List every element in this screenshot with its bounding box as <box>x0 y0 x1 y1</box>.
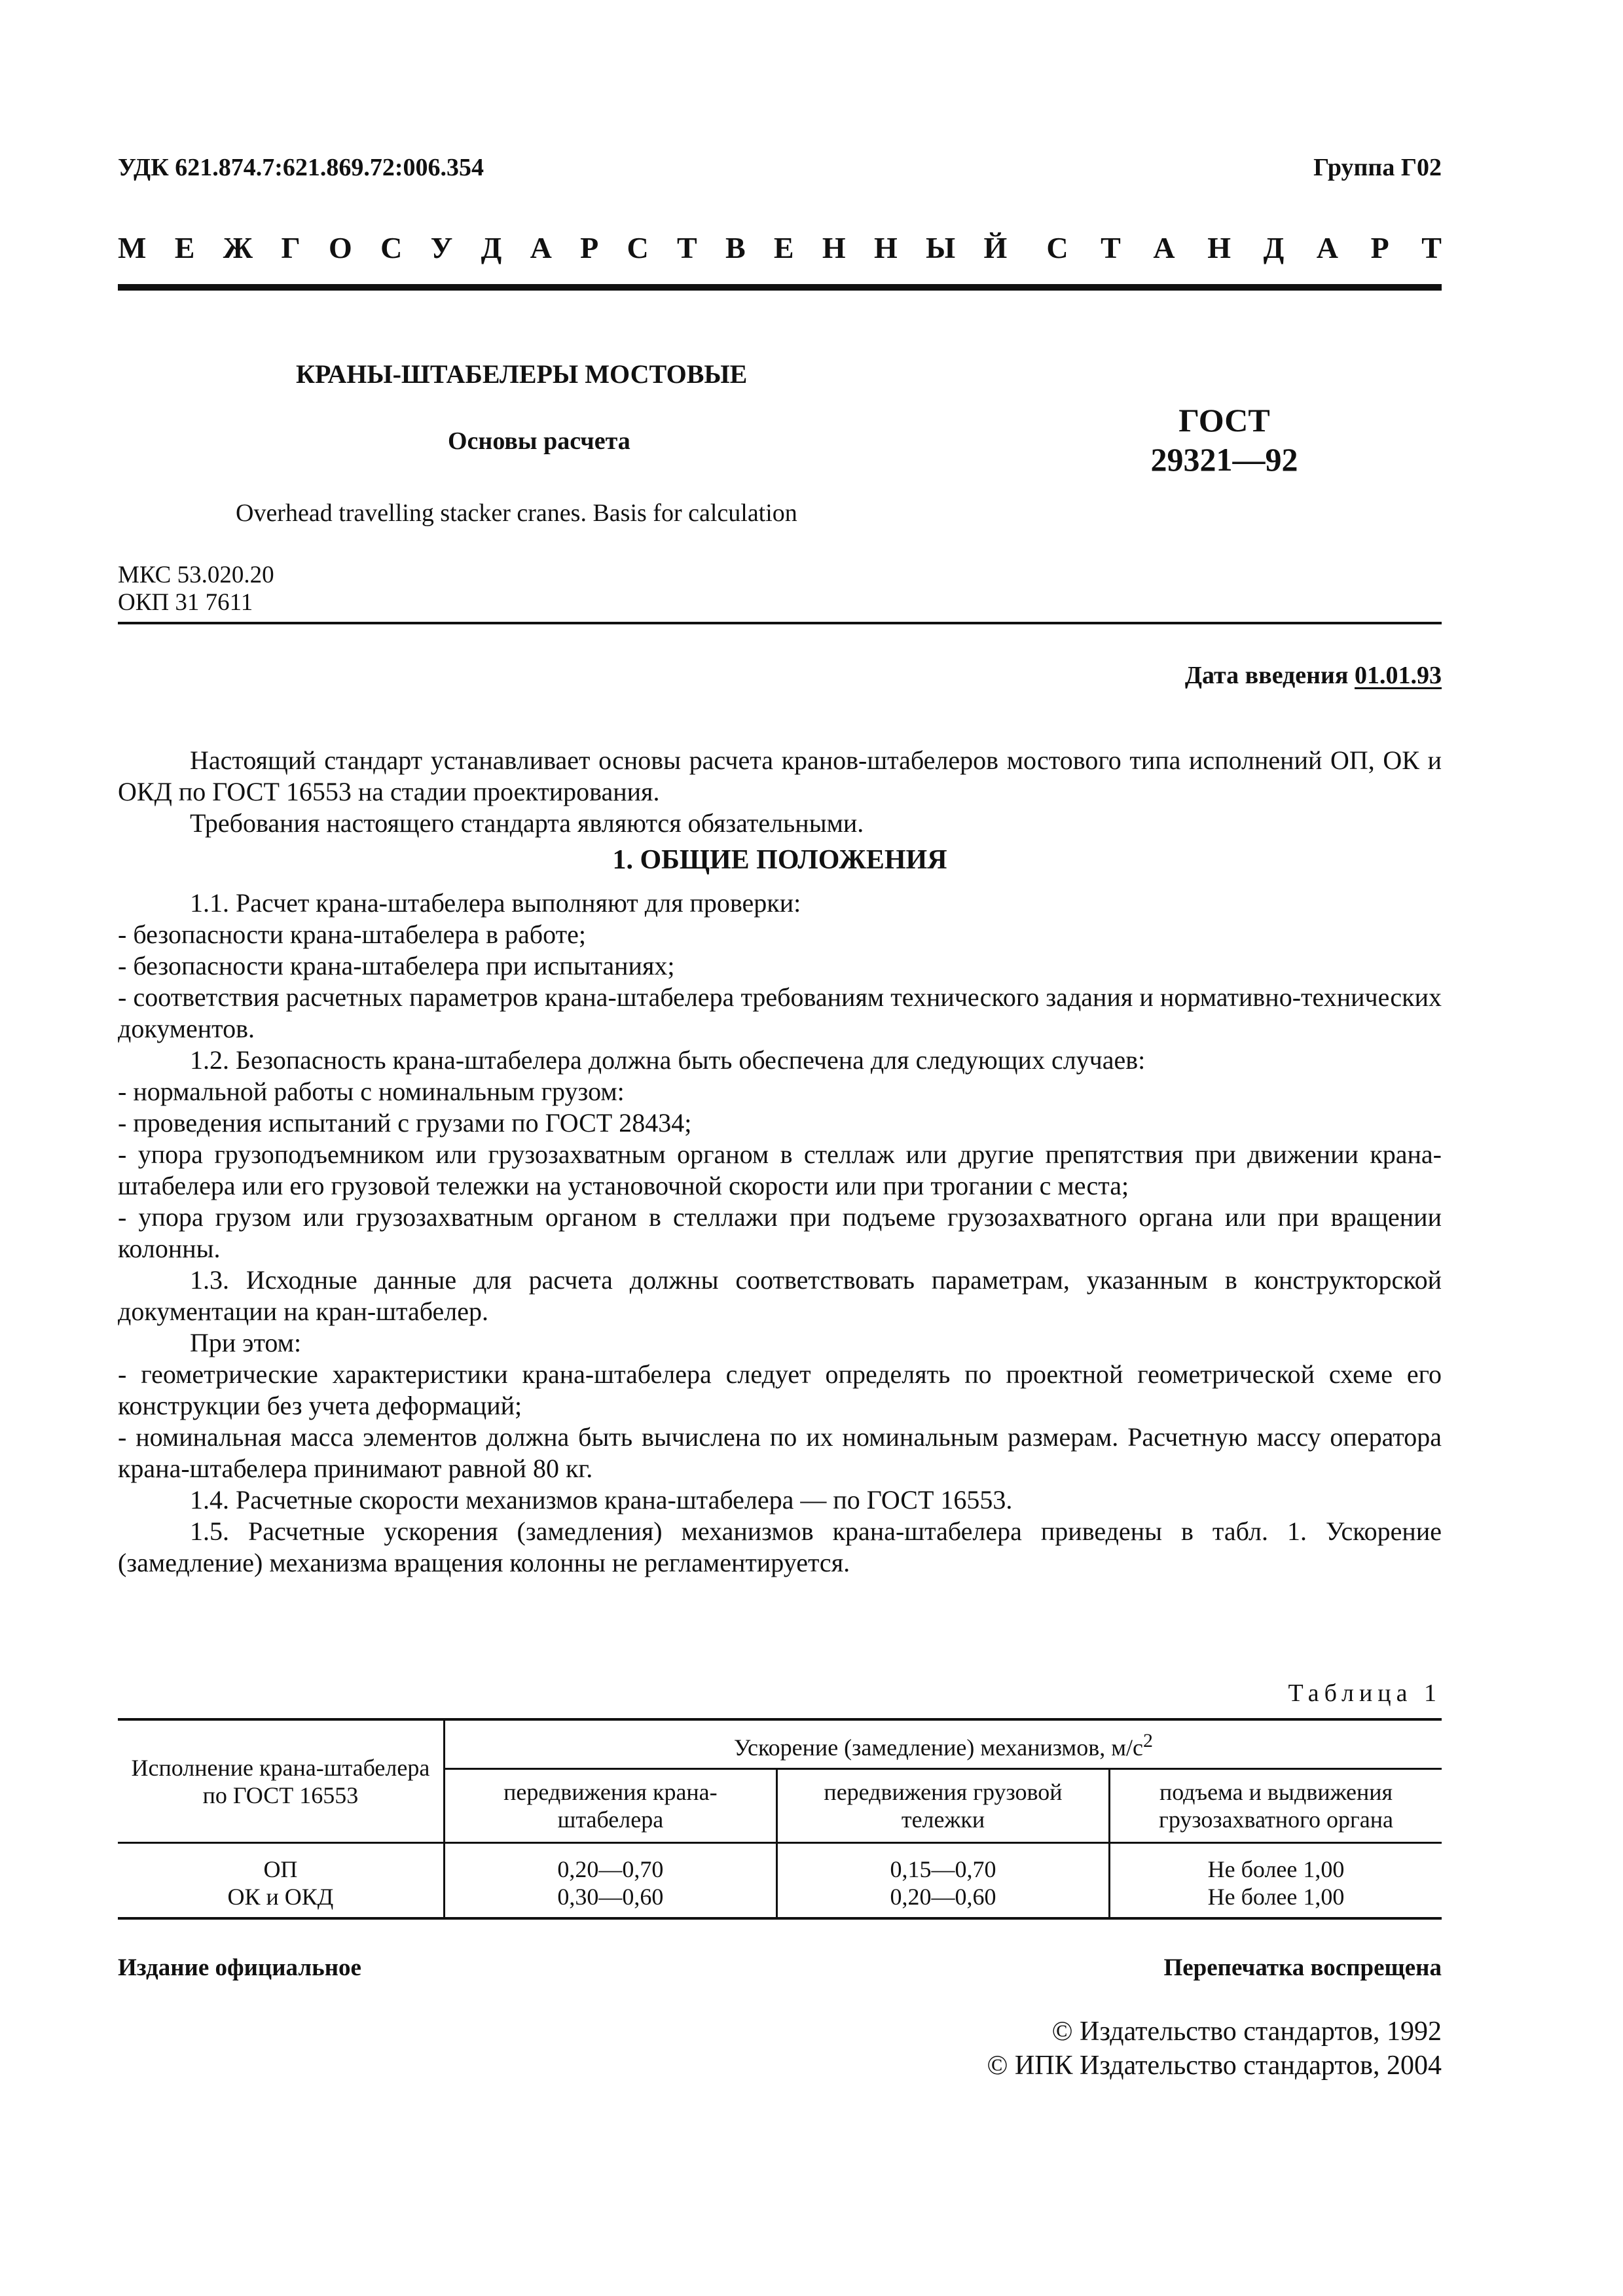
body-paragraph: 1.5. Расчетные ускорения (замедления) механизмов крана-штабелера приведены в табл. 1. Ускорение (замедление) механизма вращения колонны не регламентируется. <box>118 1516 1442 1577</box>
banner-word-standard <box>1046 230 1442 265</box>
standard-banner <box>118 230 1442 265</box>
banner-letter: Т <box>1421 231 1442 264</box>
classification-rule <box>118 622 1442 624</box>
body-paragraph: - нормальной работы с номинальным грузом: <box>118 1077 625 1106</box>
banner-letter: Р <box>1370 231 1389 264</box>
okp-code: ОКП 31 7611 <box>118 589 253 616</box>
banner-letter: С <box>380 231 403 264</box>
banner-letter: Р <box>580 231 599 264</box>
introduction-date-label: Дата введения <box>1184 662 1349 689</box>
banner-letter: А <box>1316 231 1339 264</box>
banner-letter: Н <box>873 231 898 264</box>
table-row: ОК и ОКД 0,30—0,60 0,20—0,60 Не более 1,00 <box>118 1883 1442 1918</box>
banner-letter: Е <box>174 231 195 264</box>
section-paragraphs <box>118 888 1442 1579</box>
banner-letter: У <box>430 231 453 264</box>
body-paragraph: - соответствия расчетных параметров крана-штабелера требованиям технического задания и нормативно-технических документов. <box>118 982 1442 1043</box>
banner-letter: С <box>627 231 649 264</box>
section-heading: 1. ОБЩИЕ ПОЛОЖЕНИЯ <box>612 845 947 875</box>
banner-letter: Ж <box>223 231 253 264</box>
body-paragraph: - упора грузом или грузозахватным органом в стеллажи при подъеме грузозахватного органа или при вращении колонны. <box>118 1202 1442 1263</box>
body-paragraph: - упора грузоподъемником или грузозахватным органом в стеллаж или другие препятствия при движении крана-штабелера или его грузовой тележки на установочной скорости или при трогании с места; <box>118 1139 1442 1200</box>
introduction-date <box>1185 661 1442 690</box>
subheader-lift: подъема и выдвижения грузозахватного органа <box>1110 1769 1442 1843</box>
banner-letter: А <box>530 231 552 264</box>
banner-word-interstate <box>118 230 1007 265</box>
group-header: Ускорение (замедление) механизмов, $м/с^2$ <box>444 1719 1442 1769</box>
udk-code: УДК 621.874.7:621.869.72:006.354 <box>118 154 484 181</box>
banner-letter: Н <box>1207 231 1231 264</box>
copyright-block <box>987 2015 1442 2083</box>
col-header-execution: Исполнение крана-штабелера по ГОСТ 16553 <box>118 1719 444 1843</box>
introduction-date-value: 01.01.93 <box>1355 662 1442 689</box>
body-paragraph: 1.2. Безопасность крана-штабелера должна быть обеспечена для следующих случаев: <box>190 1045 1146 1075</box>
banner-letter: Е <box>773 231 794 264</box>
copyright-line: © Издательство стандартов, 1992 <box>1051 2017 1442 2047</box>
gost-number: 29321—92 <box>1150 441 1298 478</box>
body-paragraph: - геометрические характеристики крана-штабелера следует определять по проектной геометрической схеме его конструкции без учета деформаций; <box>118 1359 1442 1420</box>
body-paragraph: - номинальная масса элементов должна быть вычислена по их номинальным размерам. Расчетную массу оператора крана-штабелера принимают равной 80 кг. <box>118 1422 1442 1483</box>
banner-letter: Д <box>481 231 502 264</box>
gost-designation <box>1133 401 1316 479</box>
body-paragraph: 1.4. Расчетные скорости механизмов крана-штабелера — по ГОСТ 16553. <box>190 1485 1013 1515</box>
body-paragraph: - безопасности крана-штабелера при испытаниях; <box>118 951 675 980</box>
banner-letter: Т <box>676 231 697 264</box>
banner-letter: В <box>725 231 746 264</box>
banner-letter: О <box>329 231 352 264</box>
banner-letter: Т <box>1101 231 1121 264</box>
intro-paragraph: Настоящий стандарт устанавливает основы расчета кранов-штабелеров мостового типа исполнений ОП, ОК и ОКД по ГОСТ 16553 на стадии проектирования. <box>118 745 1442 806</box>
banner-letter: С <box>1046 231 1068 264</box>
body-paragraph: При этом: <box>190 1328 302 1357</box>
body-paragraph: 1.1. Расчет крана-штабелера выполняют для проверки: <box>190 888 801 918</box>
intro-paragraph: Требования настоящего стандарта являются обязательными. <box>190 808 864 838</box>
body-paragraph: - безопасности крана-штабелера в работе; <box>118 920 586 949</box>
mks-code: МКС 53.020.20 <box>118 562 274 588</box>
group-code: Группа Г02 <box>1313 154 1442 181</box>
subheader-crane: передвижения крана-штабелера <box>444 1769 776 1843</box>
body-text <box>118 745 1442 1579</box>
english-title: Overhead travelling stacker cranes. Basis for calculation <box>236 499 797 527</box>
banner-letter: Г <box>281 231 301 264</box>
banner-letter: Й <box>983 231 1008 264</box>
official-edition: Издание официальное <box>118 1954 361 1981</box>
body-paragraph: - проведения испытаний с грузами по ГОСТ 28434; <box>118 1108 692 1138</box>
document-subtitle: Основы расчета <box>448 427 630 455</box>
reprint-prohibited: Перепечатка воспрещена <box>1163 1954 1442 1981</box>
banner-letter: М <box>118 231 147 264</box>
body-paragraph: 1.3. Исходные данные для расчета должны соответствовать параметрам, указанным в конструкторской документации на кран-штабелер. <box>118 1265 1442 1326</box>
acceleration-table <box>118 1718 1442 1920</box>
header-rule <box>118 284 1442 291</box>
table-row: ОП 0,20—0,70 0,15—0,70 Не более 1,00 <box>118 1843 1442 1884</box>
copyright-line: © ИПК Издательство стандартов, 2004 <box>987 2051 1442 2081</box>
banner-letter: А <box>1153 231 1175 264</box>
banner-letter: Ы <box>926 231 956 264</box>
classification-codes <box>118 562 274 617</box>
gost-label: ГОСТ <box>1178 402 1270 439</box>
banner-letter: Н <box>822 231 846 264</box>
table-caption: Таблица 1 <box>1288 1679 1442 1707</box>
banner-letter: Д <box>1263 231 1285 264</box>
document-title: КРАНЫ-ШТАБЕЛЕРЫ МОСТОВЫЕ <box>296 359 748 389</box>
subheader-trolley: передвижения грузовой тележки <box>776 1769 1109 1843</box>
